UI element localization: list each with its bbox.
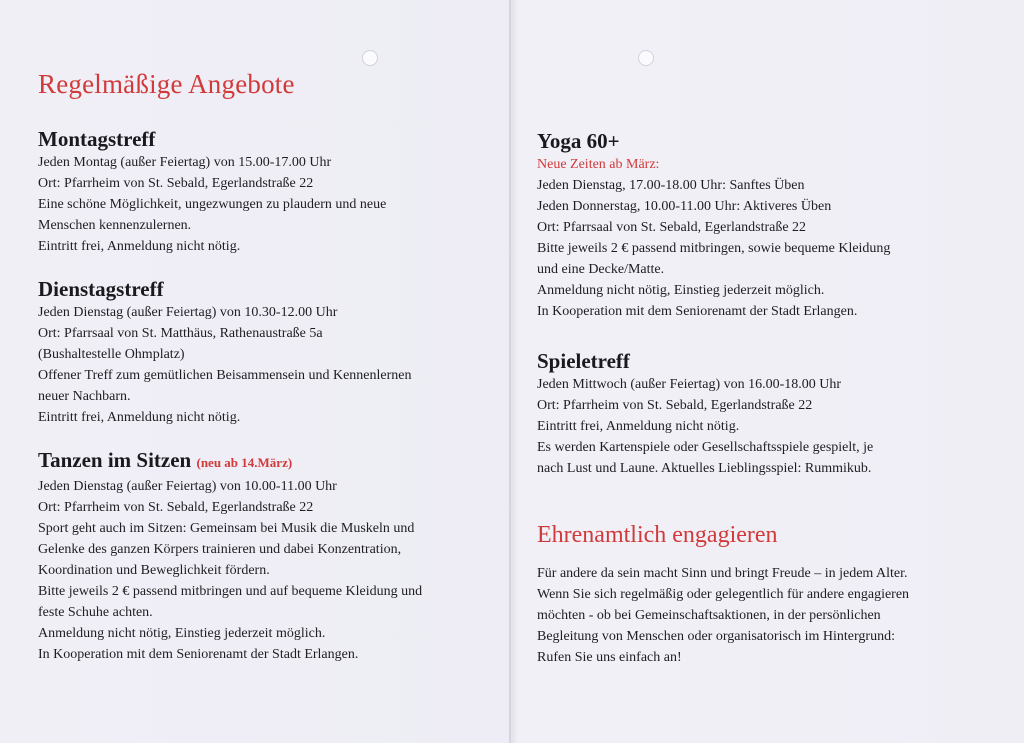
ehrenamt-line: Begleitung von Menschen oder organisatorisch im Hintergrund: <box>537 629 895 644</box>
yoga-line: Ort: Pfarrsaal von St. Sebald, Egerlandstraße 22 <box>537 220 807 235</box>
page-fold <box>509 0 511 743</box>
yoga-line: Anmeldung nicht nötig, Einstieg jederzeit möglich. <box>537 283 825 298</box>
section-spieletreff <box>537 348 987 479</box>
punch-hole-left <box>362 50 378 66</box>
yoga-line: Jeden Dienstag, 17.00-18.00 Uhr: Sanftes Üben <box>537 178 805 193</box>
punch-hole-right <box>638 50 654 66</box>
section-tanzen-im-sitzen <box>38 447 500 665</box>
montagstreff-line: Eintritt frei, Anmeldung nicht nötig. <box>38 239 241 254</box>
dienstagstreff-line: Jeden Dienstag (außer Feiertag) von 10.30-12.00 Uhr <box>38 305 338 320</box>
yoga-line: Jeden Donnerstag, 10.00-11.00 Uhr: Aktiveres Üben <box>537 199 832 214</box>
tanzen-line: Anmeldung nicht nötig, Einstieg jederzeit möglich. <box>38 626 326 641</box>
tanzen-line: feste Schuhe achten. <box>38 605 153 620</box>
tanzen-line: Gelenke des ganzen Körpers trainieren und dabei Konzentration, <box>38 542 402 557</box>
spieletreff-line: Jeden Mittwoch (außer Feiertag) von 16.00-18.00 Uhr <box>537 377 842 392</box>
spieletreff-line: Ort: Pfarrheim von St. Sebald, Egerlandstraße 22 <box>537 398 813 413</box>
ehrenamt-line: Rufen Sie uns einfach an! <box>537 650 682 665</box>
left-column <box>38 68 500 684</box>
spieletreff-line: Eintritt frei, Anmeldung nicht nötig. <box>537 419 740 434</box>
montagstreff-line: Ort: Pfarrheim von St. Sebald, Egerlandstraße 22 <box>38 176 314 191</box>
ehrenamt-heading: Ehrenamtlich engagieren <box>537 522 778 548</box>
tanzen-new-tag: (neu ab 14.März) <box>196 455 293 470</box>
montagstreff-line: Jeden Montag (außer Feiertag) von 15.00-17.00 Uhr <box>38 155 332 170</box>
ehrenamt-line: Wenn Sie sich regelmäßig oder gelegentlich für andere engagieren <box>537 587 910 602</box>
spieletreff-line: nach Lust und Laune. Aktuelles Lieblingsspiel: Rummikub. <box>537 461 872 476</box>
dienstagstreff-line: (Bushaltestelle Ohmplatz) <box>38 347 185 362</box>
tanzen-line: Ort: Pfarrheim von St. Sebald, Egerlandstraße 22 <box>38 500 314 515</box>
dienstagstreff-heading: Dienstagstreff <box>38 277 164 301</box>
yoga-line: In Kooperation mit dem Seniorenamt der Stadt Erlangen. <box>537 304 858 319</box>
montagstreff-line: Eine schöne Möglichkeit, ungezwungen zu plaudern und neue <box>38 197 387 212</box>
page-title: Regelmäßige Angebote <box>38 69 295 99</box>
dienstagstreff-line: Ort: Pfarrsaal von St. Matthäus, Rathenaustraße 5a <box>38 326 323 341</box>
tanzen-line: Koordination und Beweglichkeit fördern. <box>38 563 270 578</box>
tanzen-line: In Kooperation mit dem Seniorenamt der Stadt Erlangen. <box>38 647 359 662</box>
yoga-heading: Yoga 60+ <box>537 129 620 153</box>
ehrenamt-line: möchten - ob bei Gemeinschaftsaktionen, in der persönlichen <box>537 608 881 623</box>
tanzen-line: Jeden Dienstag (außer Feiertag) von 10.00-11.00 Uhr <box>38 479 337 494</box>
tanzen-line: Bitte jeweils 2 € passend mitbringen und auf bequeme Kleidung und <box>38 584 423 599</box>
ehrenamt-line: Für andere da sein macht Sinn und bringt Freude – in jedem Alter. <box>537 566 908 581</box>
montagstreff-line: Menschen kennenzulernen. <box>38 218 192 233</box>
section-montagstreff <box>38 126 500 257</box>
yoga-subtitle: Neue Zeiten ab März: <box>537 157 660 172</box>
right-column <box>537 128 987 687</box>
spieletreff-heading: Spieletreff <box>537 349 630 373</box>
dienstagstreff-line: neuer Nachbarn. <box>38 389 131 404</box>
yoga-line: und eine Decke/Matte. <box>537 262 665 277</box>
dienstagstreff-line: Eintritt frei, Anmeldung nicht nötig. <box>38 410 241 425</box>
montagstreff-heading: Montagstreff <box>38 127 156 151</box>
dienstagstreff-line: Offener Treff zum gemütlichen Beisammensein und Kennenlernen <box>38 368 412 383</box>
tanzen-heading-text: Tanzen im Sitzen <box>38 448 192 472</box>
yoga-line: Bitte jeweils 2 € passend mitbringen, sowie bequeme Kleidung <box>537 241 891 256</box>
tanzen-line: Sport geht auch im Sitzen: Gemeinsam bei Musik die Muskeln und <box>38 521 415 536</box>
section-yoga <box>537 128 987 322</box>
section-dienstagstreff <box>38 276 500 428</box>
spieletreff-line: Es werden Kartenspiele oder Gesellschaftsspiele gespielt, je <box>537 440 874 455</box>
tanzen-heading <box>38 447 500 476</box>
section-ehrenamt <box>537 521 987 668</box>
